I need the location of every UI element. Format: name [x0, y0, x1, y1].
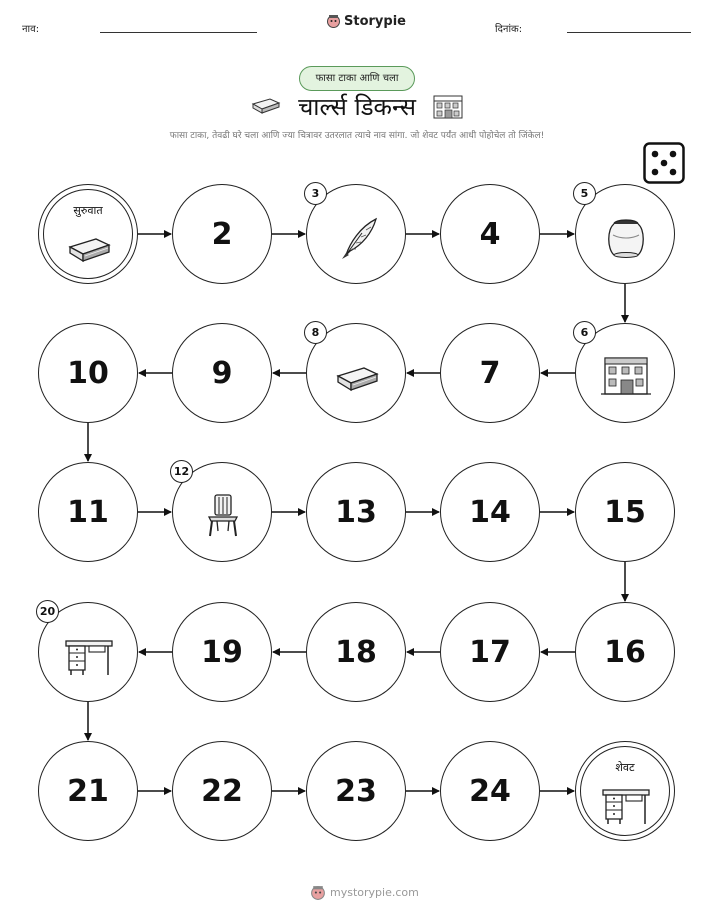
board-cell-20: [38, 602, 138, 702]
board-cell-2: [172, 184, 272, 284]
cell-number: 13: [335, 494, 377, 530]
game-type-pill: फासा टाका आणि चला: [299, 66, 415, 91]
cell-number: 9: [211, 355, 233, 391]
board-cell-23: [306, 741, 406, 841]
ink-pot-icon: [601, 215, 651, 259]
chair-icon: [198, 493, 248, 537]
cell-number-badge: 5: [573, 182, 596, 205]
board-cell-22: [172, 741, 272, 841]
cell-number-badge: 6: [573, 321, 596, 344]
board-cell-8: [306, 323, 406, 423]
board-cell-17: [440, 602, 540, 702]
desk-icon: [601, 782, 651, 826]
board-cell-25: [575, 741, 675, 841]
cell-number: 19: [201, 634, 243, 670]
footer: [310, 884, 419, 901]
page-title: चार्ल्स डिकन्स: [298, 93, 416, 121]
footer-site: mystorypie.com: [330, 886, 419, 899]
board-cell-12: [172, 462, 272, 562]
cell-number: 14: [469, 494, 511, 530]
board-cell-11: [38, 462, 138, 562]
cell-number: 22: [201, 773, 243, 809]
cell-number: 11: [67, 494, 109, 530]
board-cell-19: [172, 602, 272, 702]
cell-number-badge: 12: [170, 460, 193, 483]
brand-name: Storypie: [344, 13, 406, 29]
board-cell-3: [306, 184, 406, 284]
cell-number: 15: [604, 494, 646, 530]
board-cell-15: [575, 462, 675, 562]
cell-number-badge: 8: [304, 321, 327, 344]
cell-number: 23: [335, 773, 377, 809]
cell-number-badge: 20: [36, 600, 59, 623]
book-icon: [64, 225, 114, 269]
board-cell-5: [575, 184, 675, 284]
instructions: फासा टाका, तेवढी घरे चला आणि ज्या चित्रावर उतरलात त्याचे नाव सांगा. जो शेवट पर्यंत आधी पोहोचेल तो जिंकेल!: [169, 131, 545, 141]
cell-number: 7: [479, 355, 501, 391]
cell-number: 4: [479, 216, 501, 252]
cell-number: 17: [469, 634, 511, 670]
cell-number: 10: [67, 355, 109, 391]
board-cell-16: [575, 602, 675, 702]
cell-number: 2: [211, 216, 233, 252]
board-cell-7: [440, 323, 540, 423]
board-cell-6: [575, 323, 675, 423]
board-cell-10: [38, 323, 138, 423]
board-cell-9: [172, 323, 272, 423]
cell-number: 18: [335, 634, 377, 670]
board-cell-18: [306, 602, 406, 702]
end-label: शेवट: [615, 761, 635, 774]
book-icon: [332, 354, 382, 398]
desk-icon: [64, 633, 114, 677]
board-cell-1: [38, 184, 138, 284]
start-label: सुरुवात: [73, 204, 103, 217]
name-label: नाव:: [22, 24, 40, 35]
building-icon: [601, 354, 651, 398]
quill-pen-icon: [332, 215, 382, 259]
board-cell-24: [440, 741, 540, 841]
board-cell-4: [440, 184, 540, 284]
board-cell-13: [306, 462, 406, 562]
cell-number: 21: [67, 773, 109, 809]
date-label: दिनांक:: [495, 24, 523, 35]
cell-number: 16: [604, 634, 646, 670]
cell-number-badge: 3: [304, 182, 327, 205]
board-cell-21: [38, 741, 138, 841]
cell-number: 24: [469, 773, 511, 809]
board-cell-14: [440, 462, 540, 562]
storypie-mascot-icon: [310, 884, 326, 901]
